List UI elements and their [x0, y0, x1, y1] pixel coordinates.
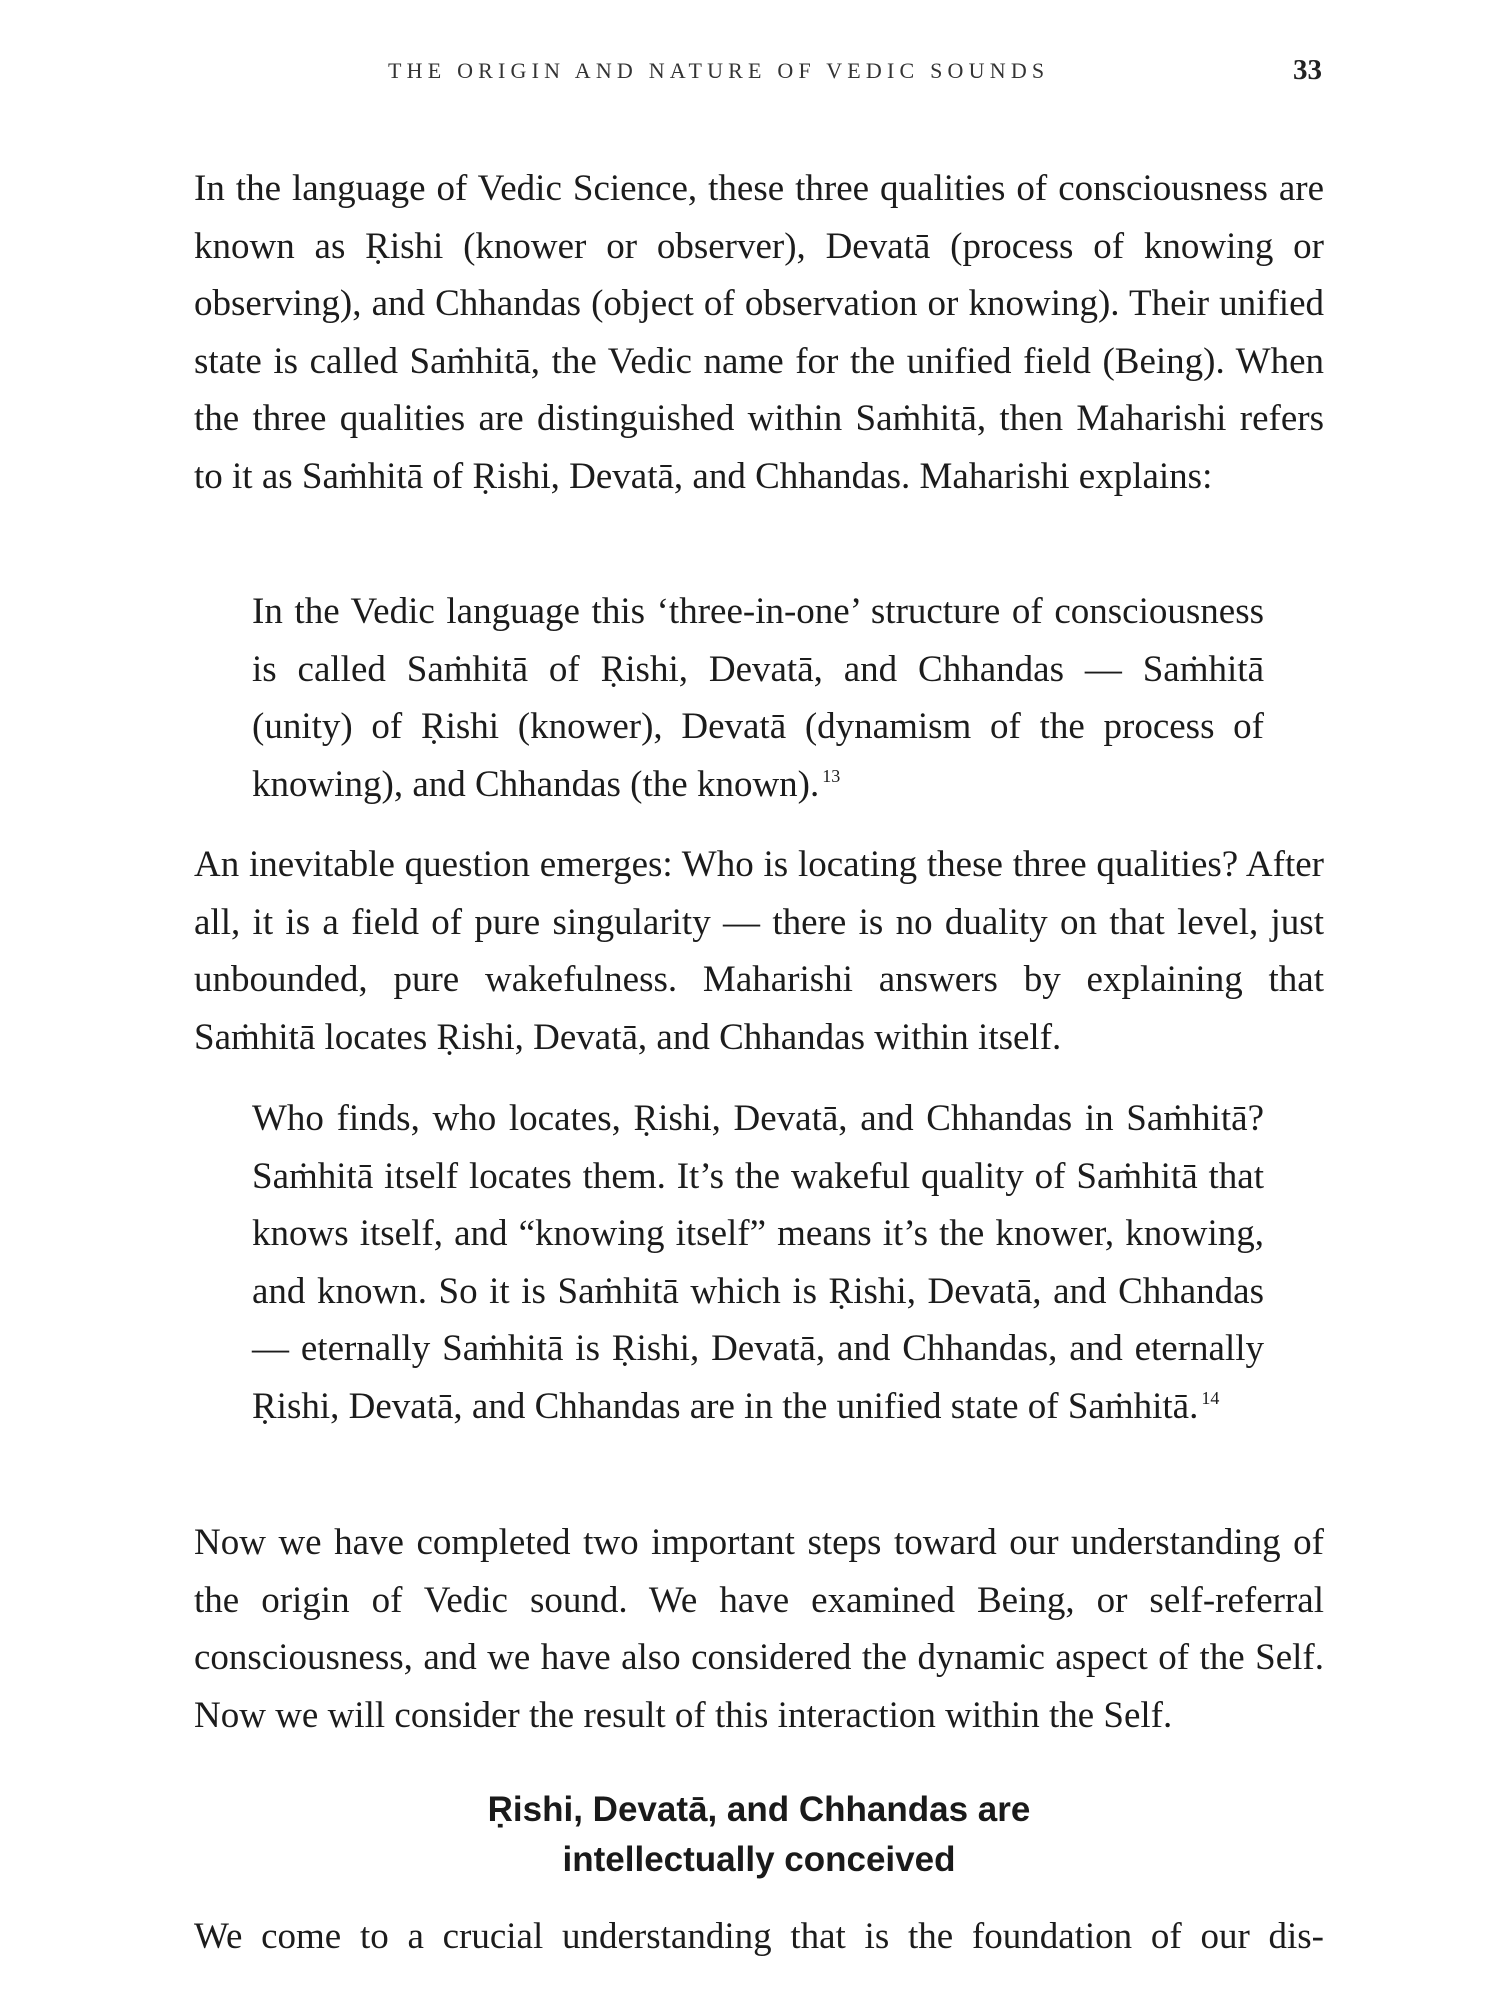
- section-heading: [194, 1785, 1324, 1885]
- block-quote-2: [252, 1090, 1264, 1435]
- block-quote-1: [252, 583, 1264, 813]
- paragraph-4: We come to a crucial understanding that is the foundation of our dis-: [194, 1916, 1324, 1957]
- page-number: 33: [1293, 54, 1322, 86]
- footnote-ref-13[interactable]: 13: [822, 765, 841, 786]
- section-heading-line-2: intellectually conceived: [562, 1840, 956, 1879]
- paragraph-2: An inevitable question emerges: Who is locating these three qualities? After all, it is a field of pure singularity — there is no duality on that level, just unbounded, pure wakefulness. Maharishi answers by explaining that Saṁhitā locates Ṛishi, Devatā, and Chhandas within itself.: [194, 844, 1324, 1058]
- block-quote-2-text: Who finds, who locates, Ṛishi, Devatā, and Chhandas in Saṁhitā? Saṁhitā itself locates them. It’s the wakeful quality of Saṁhitā that knows itself, and “knowing itself” means it’s the knower, knowing, and known. So it is Saṁhitā which is Ṛishi, Devatā, and Chhandas — eternally Saṁhitā is Ṛishi, Devatā, and Chhandas, and eternally Ṛishi, Devatā, and Chhandas are in the unified state of Saṁhitā.: [252, 1098, 1264, 1427]
- footnote-ref-14[interactable]: 14: [1201, 1387, 1220, 1408]
- block-quote-1-text: In the Vedic language this ‘three-in-one’ structure of consciousness is called Saṁhitā of Ṛishi, Devatā, and Chhandas — Saṁhitā (unity) of Ṛishi (knower), Devatā (dynamism of the process of knowing), and Chhandas (the known).: [252, 591, 1264, 805]
- paragraph-1: In the language of Vedic Science, these three qualities of consciousness are known as Ṛishi (knower or observer), Devatā (process of knowing or observing), and Chhandas (object of observation or knowing). Their unified state is called Saṁhitā, the Vedic name for the unified field (Being). When the three qualities are distinguished within Saṁhitā, then Maharishi refers to it as Saṁhitā of Ṛishi, Devatā, and Chhandas. Maharishi explains:: [194, 168, 1324, 497]
- running-title: THE ORIGIN AND NATURE OF VEDIC SOUNDS: [388, 58, 1050, 83]
- paragraph-3: Now we have completed two important steps toward our understanding of the origin of Vedic sound. We have examined Being, or self-referral consciousness, and we have also considered the dynamic aspect of the Self. Now we will consider the result of this interaction within the Self.: [194, 1522, 1324, 1736]
- section-heading-line-1: Ṛishi, Devatā, and Chhandas are: [487, 1790, 1031, 1829]
